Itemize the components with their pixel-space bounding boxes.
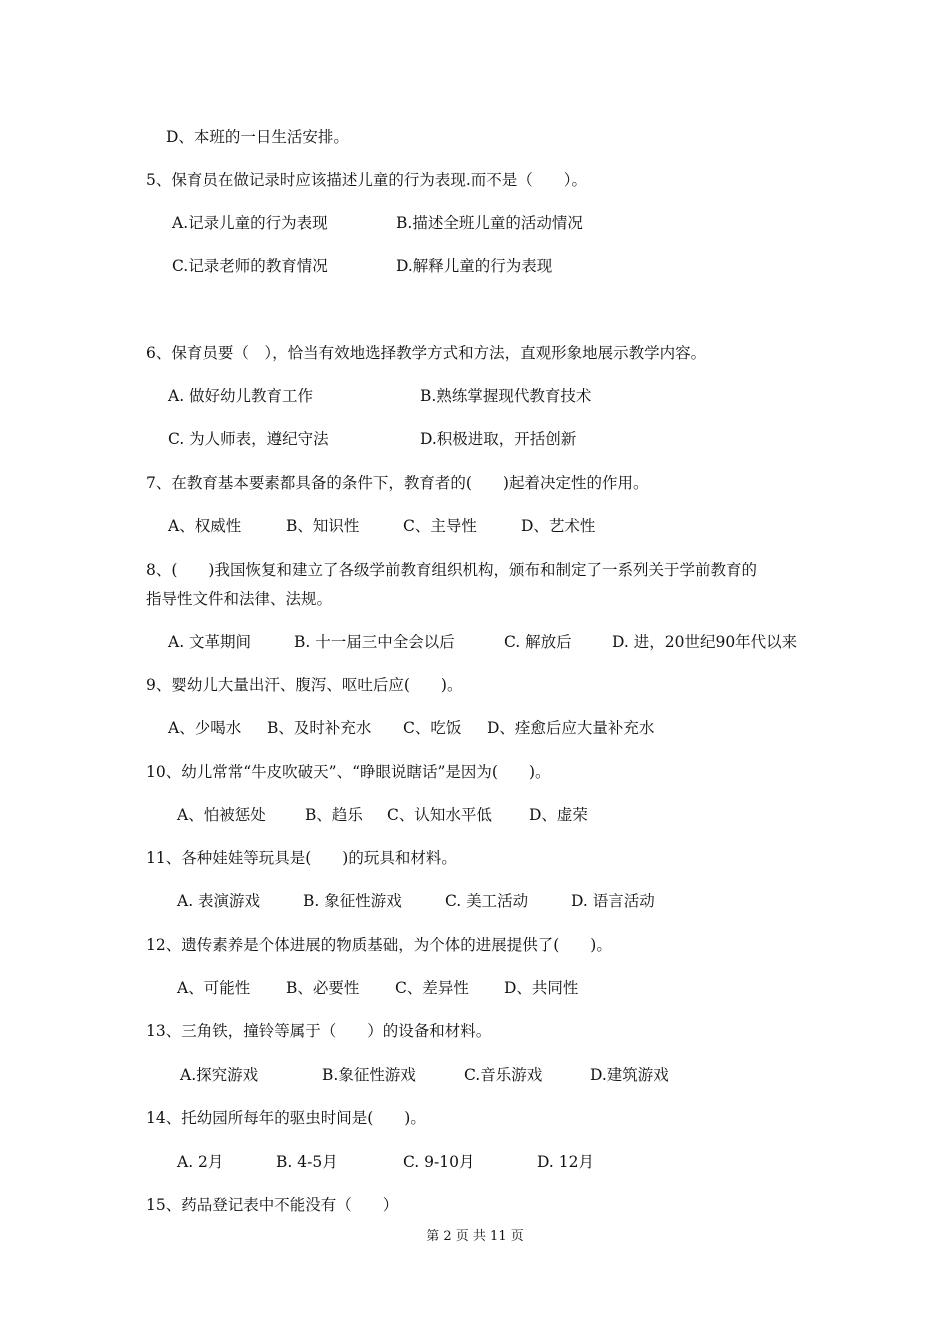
question-13: 13、三角铁，撞铃等属于（ ）的设备和材料。: [146, 1022, 492, 1040]
option-d: D.解释儿童的行为表现: [396, 257, 553, 275]
option-a: A.记录儿童的行为表现: [172, 214, 328, 232]
option-a: A. 做好幼儿教育工作: [168, 387, 314, 405]
option-c: C、吃饭: [403, 719, 462, 737]
option-b: B.熟练掌握现代教育技术: [420, 387, 592, 405]
option-b: B、趋乐: [305, 806, 363, 824]
question-8-continued: 指导性文件和法律、法规。: [146, 590, 333, 608]
option-b: B.描述全班儿童的活动情况: [396, 214, 583, 232]
option-c: C. 为人师表，遵纪守法: [168, 430, 329, 448]
option-d: D、艺术性: [521, 517, 596, 535]
option-a: A、可能性: [177, 979, 251, 997]
option-b: B、及时补充水: [267, 719, 372, 737]
option-a: A.探究游戏: [180, 1066, 259, 1084]
question-8: 8、( )我国恢复和建立了各级学前教育组织机构，颁布和制定了一系列关于学前教育的: [146, 561, 757, 579]
option-line: D、本班的一日生活安排。: [166, 128, 349, 146]
question-6: 6、保育员要（ ），恰当有效地选择教学方式和方法，直观形象地展示教学内容。: [146, 344, 707, 362]
question-15: 15、药品登记表中不能没有（ ）: [146, 1196, 399, 1214]
option-c: C、主导性: [403, 517, 477, 535]
option-b: B. 4-5月: [276, 1153, 338, 1171]
option-b: B. 十一届三中全会以后: [294, 633, 455, 651]
option-c: C、认知水平低: [387, 806, 492, 824]
question-10: 10、幼儿常常“牛皮吹破天”、“睁眼说瞎话”是因为( )。: [146, 763, 551, 781]
question-14: 14、托幼园所每年的驱虫时间是( )。: [146, 1109, 426, 1127]
option-b: B. 象征性游戏: [303, 892, 402, 910]
option-c: C.音乐游戏: [464, 1066, 543, 1084]
option-a: A. 文革期间: [168, 633, 252, 651]
option-d: D、共同性: [504, 979, 579, 997]
option-d: D. 12月: [537, 1153, 594, 1171]
option-a: A、权威性: [168, 517, 242, 535]
option-b: B.象征性游戏: [322, 1066, 416, 1084]
question-11: 11、各种娃娃等玩具是( )的玩具和材料。: [146, 849, 457, 867]
question-9: 9、婴幼儿大量出汗、腹泻、呕吐后应( )。: [146, 676, 463, 694]
question-12: 12、遗传素养是个体进展的物质基础，为个体的进展提供了( )。: [146, 936, 612, 954]
option-a: A、怕被惩处: [177, 806, 266, 824]
option-b: B、必要性: [286, 979, 360, 997]
option-c: C. 解放后: [504, 633, 572, 651]
page-number-footer: 第 2 页 共 11 页: [426, 1229, 524, 1244]
option-c: C、差异性: [395, 979, 469, 997]
option-d: D.积极进取，开括创新: [420, 430, 577, 448]
option-d: D、虚荣: [529, 806, 588, 824]
option-d: D. 语言活动: [571, 892, 655, 910]
option-c: C. 9-10月: [403, 1153, 475, 1171]
option-a: A、少喝水: [168, 719, 242, 737]
option-d: D、痊愈后应大量补充水: [487, 719, 655, 737]
option-b: B、知识性: [286, 517, 360, 535]
option-a: A. 表演游戏: [177, 892, 261, 910]
option-d: D.建筑游戏: [590, 1066, 669, 1084]
question-5: 5、保育员在做记录时应该描述儿童的行为表现.而不是（ ）。: [146, 171, 588, 189]
option-d: D. 进，20世纪90年代以来: [612, 633, 798, 651]
option-a: A. 2月: [177, 1153, 224, 1171]
option-c: C. 美工活动: [445, 892, 529, 910]
option-c: C.记录老师的教育情况: [172, 257, 328, 275]
question-7: 7、在教育基本要素都具备的条件下，教育者的( )起着决定性的作用。: [146, 474, 649, 492]
